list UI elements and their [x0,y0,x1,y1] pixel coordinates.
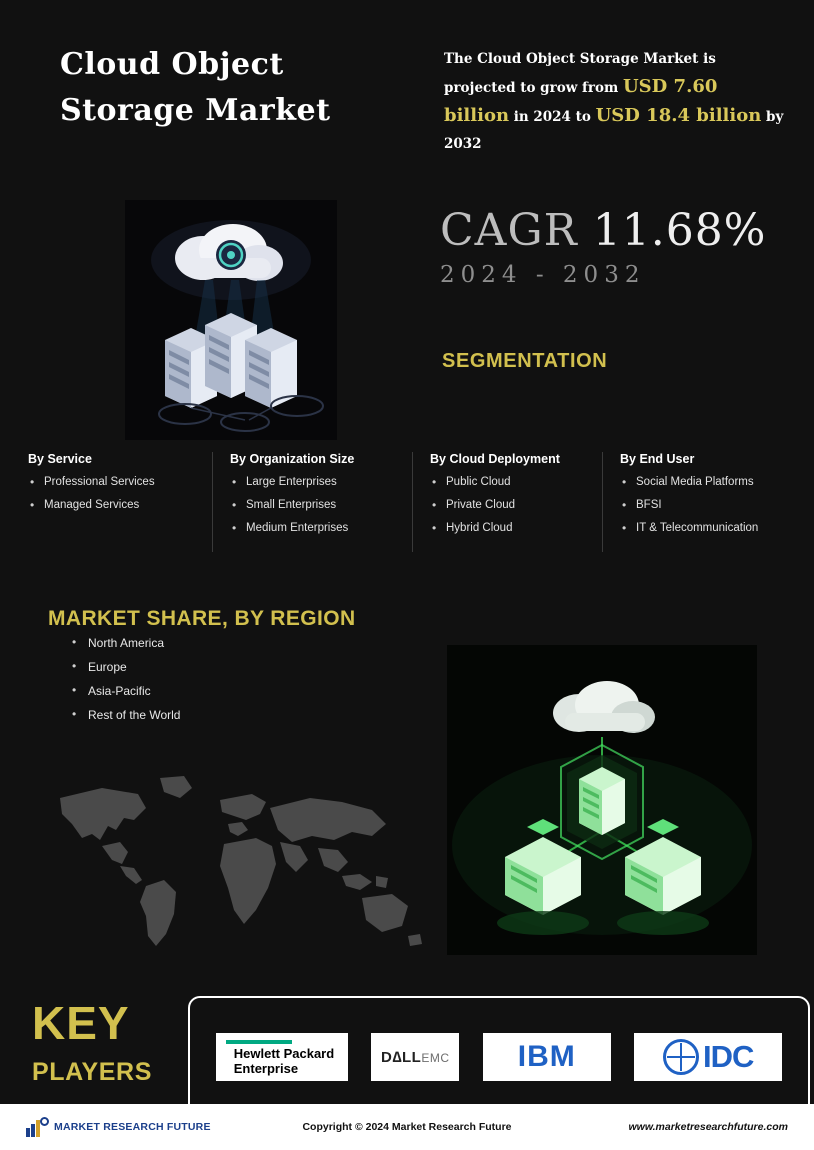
segment-column-by-service [28,452,230,545]
page-title: Cloud Object Storage Market [60,47,331,128]
list-item: • Hybrid Cloud [430,522,620,534]
logo-row [190,998,808,1116]
key-players-label [32,997,152,1086]
hpe-line2: Enterprise [233,1061,299,1076]
segment-heading: By End User [620,452,695,466]
list-item: • Asia-Pacific [70,684,180,698]
list-item: • Europe [70,660,180,674]
logo-dell-emc [371,1033,459,1081]
cloud-servers-graphic [125,200,337,440]
projection-lead: The Cloud Object Storage Market is projected to grow [444,51,716,96]
column-divider [602,452,603,552]
segment-items [620,476,798,534]
column-divider [412,452,413,552]
list-item: • IT & Telecommunication [620,522,798,534]
projection-to-value: USD 18.4 billion [595,105,762,126]
projection-to-label: to [575,109,591,125]
cagr-value: 11.68% [592,205,767,256]
footer [0,1104,814,1150]
hpe-accent-bar [226,1040,292,1044]
hpe-line1: Hewlett Packard [233,1046,335,1061]
dell-logo-text [381,1049,450,1066]
projection-to-year: by 2032 [444,109,784,152]
segment-column-by-end-user [620,452,798,545]
footer-website-url[interactable]: www.marketresearchfuture.com [628,1121,788,1133]
list-item: • Private Cloud [430,499,620,511]
market-share-heading: MARKET SHARE, BY REGION [48,607,356,630]
cloud-storage-illustration [125,200,337,440]
list-item: • Small Enterprises [230,499,430,511]
footer-brand-name: MARKET RESEARCH FUTURE [54,1121,211,1133]
cagr-block [440,205,767,256]
segment-items [430,476,620,534]
market-share-regions [70,636,180,732]
logo-ibm [483,1033,611,1081]
projection-from-year: in 2024 [513,109,571,125]
segment-heading: By Organization Size [230,452,355,466]
list-item: • Professional Services [28,476,230,488]
projection-from-label: from [582,80,619,96]
column-divider [212,452,213,552]
market-projection-text [444,46,784,158]
list-item: • Medium Enterprises [230,522,430,534]
list-item: • Large Enterprises [230,476,430,488]
cagr-label: CAGR [440,205,578,256]
segmentation-columns [28,452,798,545]
market-research-future-logo-icon [26,1118,47,1137]
logo-idc [634,1033,782,1081]
list-item: • North America [70,636,180,650]
list-item: • Managed Services [28,499,230,511]
segmentation-heading: SEGMENTATION [442,350,608,372]
logo-hewlett-packard-enterprise [216,1033,348,1081]
list-item: • BFSI [620,499,798,511]
ibm-logo-text: IBM [517,1040,576,1073]
segment-column-by-organization-size [230,452,430,545]
world-map-graphic [42,768,427,953]
emc-word: EMC [421,1050,450,1065]
list-item: • Public Cloud [430,476,620,488]
globe-icon [663,1039,699,1075]
segment-heading: By Cloud Deployment [430,452,560,466]
footer-brand [26,1118,276,1137]
projection-from-value: USD 7.60 billion [444,76,718,126]
segment-items [28,476,230,511]
segment-column-by-cloud-deployment [430,452,620,545]
cagr-period: 2024 - 2032 [440,262,646,288]
key-players-line2: PLAYERS [32,1058,152,1086]
segment-heading: By Service [28,452,92,466]
hpe-logo-text [224,1046,340,1076]
list-item: • Rest of the World [70,708,180,722]
footer-copyright: Copyright © 2024 Market Research Future [302,1121,512,1133]
world-map [42,768,427,953]
key-players-line1: KEY [32,997,130,1049]
list-item: • Social Media Platforms [620,476,798,488]
idc-logo-text: IDC [703,1039,754,1074]
dell-word: D∆LL [380,1048,422,1066]
green-cloud-servers-graphic [447,645,757,955]
green-cloud-storage-illustration [447,645,757,955]
key-players-logo-box [188,996,810,1118]
segment-items [230,476,430,534]
